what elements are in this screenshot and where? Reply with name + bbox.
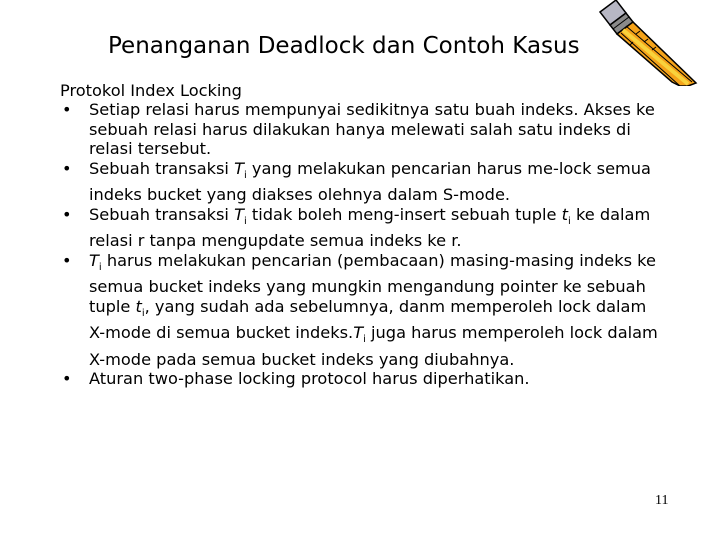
bullet-text-run: , yang sudah ada sebelumnya, danm memperoleh lock dalam X-mode di semua bucket indeks. [89, 296, 647, 343]
bullet-text-run: i [568, 215, 571, 227]
bullet-text-run: T [89, 250, 99, 270]
bullet-text-run: Setiap relasi harus mempunyai sedikitnya satu buah indeks. Akses ke sebuah relasi harus dilakukan hanya melewati salah satu indeks di relasi tersebut. [89, 100, 655, 159]
bullet-text-run: t [561, 204, 569, 224]
pencil-icon [592, 0, 720, 86]
slide-title: Penanganan Deadlock dan Contoh Kasus [108, 33, 580, 59]
bullet-item [60, 159, 660, 205]
bullet-item [60, 205, 660, 251]
bullet-text-run: ke dalam relasi r tanpa mengupdate semua indeks ke r. [89, 204, 651, 251]
bullet-text-run: T [353, 323, 364, 343]
bullet-text-run: i [363, 334, 366, 346]
bullet-text-run: i [243, 169, 247, 181]
bullet-text-run: i [243, 215, 247, 227]
bullet-text-run: Sebuah transaksi [89, 204, 235, 224]
bullet-text-run: i [141, 308, 145, 319]
bullet-item [60, 100, 660, 158]
slide-content [60, 81, 660, 389]
bullet-text-run: tidak boleh meng-insert sebuah tuple [246, 204, 562, 224]
bullet-text-run: harus melakukan pencarian (pembacaan) masing-masing indeks ke semua bucket indeks yang mungkin mengandung pointer ke sebuah tuple [89, 250, 656, 316]
bullet-text-run: yang melakukan pencarian harus me-lock semua indeks bucket yang diakses olehnya dalam S-mode. [89, 158, 651, 205]
bullet-text-run: T [234, 204, 244, 224]
bullet-item [60, 369, 660, 388]
page-number: 11 [655, 493, 669, 508]
bullet-text-run: Aturan two-phase locking protocol harus diperhatikan. [89, 369, 530, 389]
bullet-text-run: T [234, 158, 244, 178]
bullet-item [60, 251, 660, 370]
bullet-text-run: Sebuah transaksi [89, 158, 235, 178]
slide-subtitle: Protokol Index Locking [60, 81, 242, 100]
bullet-text-run: t [135, 296, 142, 316]
bullet-text-run: i [98, 261, 102, 273]
bullet-text-run: juga harus memperoleh lock dalam X-mode pada semua bucket indeks yang diubahnya. [89, 323, 658, 370]
bullet-list [60, 100, 660, 388]
